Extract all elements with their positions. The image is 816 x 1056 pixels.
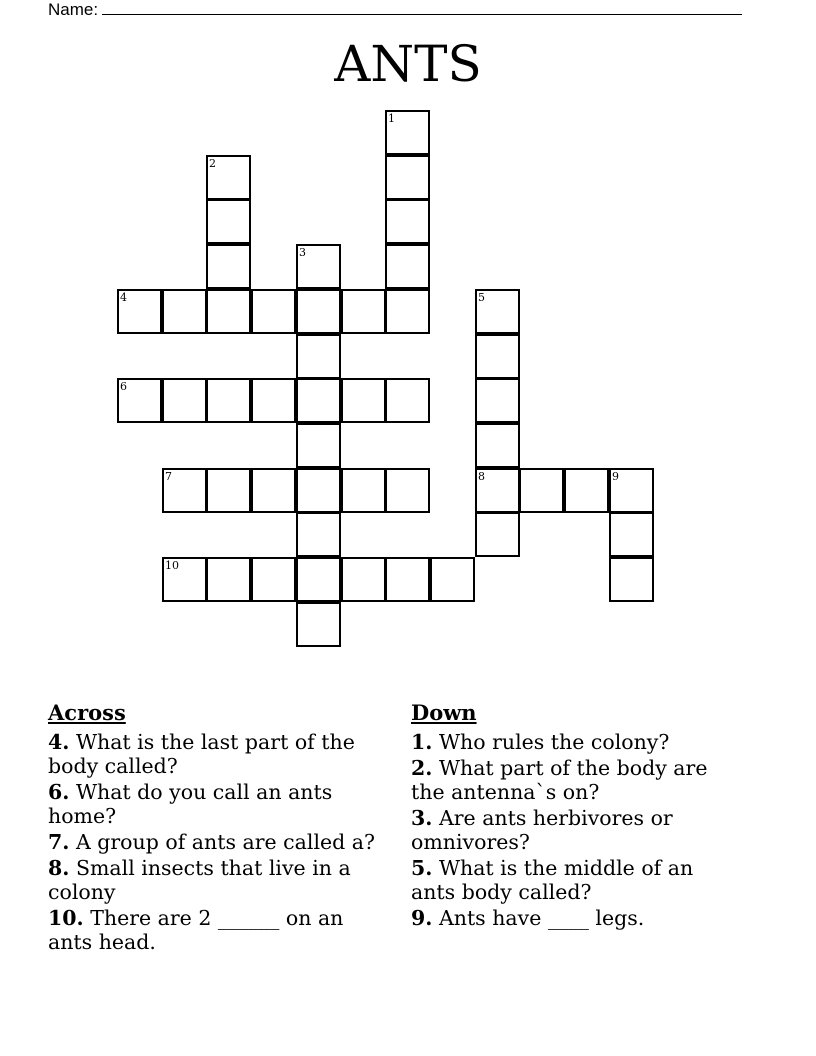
- grid-cell[interactable]: [206, 155, 251, 200]
- cell-number: 10: [165, 559, 179, 572]
- across-clue: [48, 856, 388, 904]
- grid-cell[interactable]: [162, 289, 207, 334]
- grid-cell[interactable]: [519, 468, 564, 513]
- cell-number: 3: [299, 246, 306, 259]
- grid-cell[interactable]: [475, 468, 520, 513]
- grid-cell[interactable]: [475, 378, 520, 423]
- clue-text: What is the middle of an ants body called?: [411, 856, 694, 904]
- clue-text: A group of ants are called a?: [75, 830, 375, 854]
- grid-cell[interactable]: [117, 289, 162, 334]
- clue-number: 4.: [48, 730, 70, 754]
- cell-number: 8: [478, 470, 485, 483]
- clue-text: Who rules the colony?: [438, 730, 670, 754]
- grid-cell[interactable]: [385, 199, 430, 244]
- across-clue: [48, 906, 388, 954]
- grid-cell[interactable]: [564, 468, 609, 513]
- grid-cell[interactable]: [385, 244, 430, 289]
- grid-cell[interactable]: [296, 289, 341, 334]
- clue-number: 6.: [48, 780, 70, 804]
- page-title: ANTS: [334, 35, 482, 93]
- clue-text: There are 2 ______ on an ants head.: [48, 906, 344, 954]
- cell-number: 9: [612, 470, 619, 483]
- grid-cell[interactable]: [609, 557, 654, 602]
- grid-cell[interactable]: [475, 334, 520, 379]
- grid-cell[interactable]: [385, 378, 430, 423]
- grid-cell[interactable]: [296, 602, 341, 647]
- grid-cell[interactable]: [296, 334, 341, 379]
- down-clue: [411, 906, 731, 930]
- clue-text: What is the last part of the body called?: [48, 730, 355, 778]
- grid-cell[interactable]: [206, 557, 251, 602]
- down-heading: Down: [411, 700, 477, 725]
- clue-number: 8.: [48, 856, 70, 880]
- clue-number: 2.: [411, 756, 433, 780]
- grid-cell[interactable]: [296, 468, 341, 513]
- name-label: Name:: [48, 0, 99, 19]
- down-clue: [411, 856, 731, 904]
- grid-cell[interactable]: [296, 512, 341, 557]
- clue-text: What part of the body are the antenna`s on?: [411, 756, 708, 804]
- grid-cell[interactable]: [162, 378, 207, 423]
- down-clue: [411, 730, 731, 754]
- grid-cell[interactable]: [251, 468, 296, 513]
- down-clue: [411, 756, 731, 804]
- grid-cell[interactable]: [609, 468, 654, 513]
- cell-number: 5: [478, 291, 485, 304]
- grid-cell[interactable]: [117, 378, 162, 423]
- grid-cell[interactable]: [296, 378, 341, 423]
- clue-text: Are ants herbivores or omnivores?: [411, 806, 673, 854]
- across-clue: [48, 830, 388, 854]
- clue-text: Small insects that live in a colony: [48, 856, 351, 904]
- cell-number: 6: [120, 380, 127, 393]
- clue-number: 1.: [411, 730, 433, 754]
- grid-cell[interactable]: [251, 557, 296, 602]
- grid-cell[interactable]: [206, 199, 251, 244]
- grid-cell[interactable]: [341, 378, 386, 423]
- grid-cell[interactable]: [341, 557, 386, 602]
- across-clue: [48, 730, 388, 778]
- clue-number: 5.: [411, 856, 433, 880]
- grid-cell[interactable]: [251, 378, 296, 423]
- across-clue: [48, 780, 388, 828]
- grid-cell[interactable]: [162, 468, 207, 513]
- grid-cell[interactable]: [206, 289, 251, 334]
- clue-number: 7.: [48, 830, 70, 854]
- grid-cell[interactable]: [296, 244, 341, 289]
- grid-cell[interactable]: [385, 468, 430, 513]
- grid-cell[interactable]: [341, 468, 386, 513]
- clue-number: 9.: [411, 906, 433, 930]
- cell-number: 1: [388, 112, 395, 125]
- cell-number: 4: [120, 291, 127, 304]
- grid-cell[interactable]: [385, 289, 430, 334]
- grid-cell[interactable]: [251, 289, 296, 334]
- grid-cell[interactable]: [385, 110, 430, 155]
- grid-cell[interactable]: [609, 512, 654, 557]
- down-clue: [411, 806, 731, 854]
- grid-cell[interactable]: [475, 512, 520, 557]
- grid-cell[interactable]: [475, 289, 520, 334]
- grid-cell[interactable]: [206, 468, 251, 513]
- cell-number: 2: [209, 157, 216, 170]
- grid-cell[interactable]: [296, 423, 341, 468]
- grid-cell[interactable]: [430, 557, 475, 602]
- grid-cell[interactable]: [341, 289, 386, 334]
- down-clues: [411, 700, 731, 932]
- across-clues: [48, 700, 388, 956]
- grid-cell[interactable]: [475, 423, 520, 468]
- clue-text: What do you call an ants home?: [48, 780, 333, 828]
- cell-number: 7: [165, 470, 172, 483]
- clue-number: 10.: [48, 906, 84, 930]
- grid-cell[interactable]: [296, 557, 341, 602]
- clue-number: 3.: [411, 806, 433, 830]
- grid-cell[interactable]: [385, 155, 430, 200]
- across-heading: Across: [48, 700, 126, 725]
- grid-cell[interactable]: [385, 557, 430, 602]
- grid-cell[interactable]: [162, 557, 207, 602]
- grid-cell[interactable]: [206, 378, 251, 423]
- clue-text: Ants have ____ legs.: [438, 906, 645, 930]
- grid-cell[interactable]: [206, 244, 251, 289]
